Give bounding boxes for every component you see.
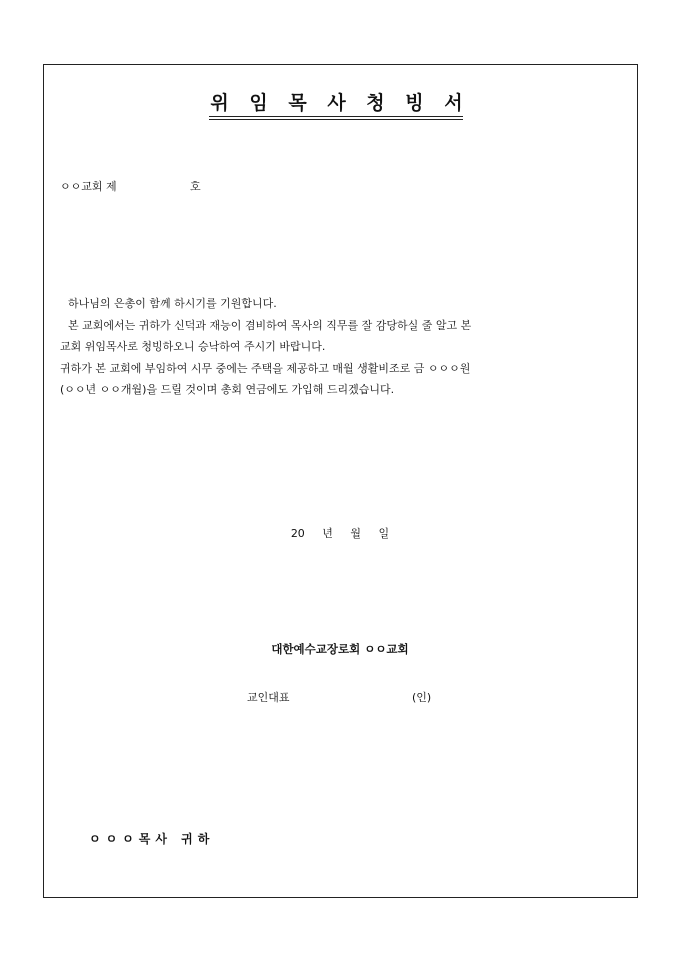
document-date: 20 년 월 일 bbox=[290, 527, 390, 540]
title-underline-bottom bbox=[209, 119, 463, 120]
document-number-prefix: ㅇㅇ교회 제 bbox=[60, 180, 117, 193]
body-line: 하나님의 은총이 함께 하시기를 기원합니다. bbox=[68, 297, 277, 310]
body-line: 본 교회에서는 귀하가 신덕과 재능이 겸비하여 목사의 직무를 잘 감당하실 줄 알고 본 bbox=[68, 318, 472, 332]
body-line: (ㅇㅇ년 ㅇㅇ개월)을 드릴 것이며 총회 연금에도 가입해 드리겠습니다. bbox=[60, 383, 395, 396]
representative-label: 교인대표 bbox=[247, 691, 290, 704]
body-line: 귀하가 본 교회에 부임하여 시무 중에는 주택을 제공하고 매월 생활비조로 금 ㅇㅇㅇ원 bbox=[60, 361, 471, 375]
seal-label: (인) bbox=[412, 691, 432, 704]
document-border bbox=[43, 64, 638, 898]
title-underline-top bbox=[209, 116, 463, 117]
body-line: 교회 위임목사로 청빙하오니 승낙하여 주시기 바랍니다. bbox=[60, 340, 326, 353]
document-number bbox=[60, 178, 201, 194]
letter-body bbox=[60, 293, 622, 401]
organization-name: 대한예수교장로회 ㅇㅇ교회 bbox=[271, 642, 409, 656]
addressee: ㅇㅇㅇ목사 귀하 bbox=[89, 832, 215, 846]
document-title: 위 임 목 사 청 빙 서 bbox=[210, 92, 470, 114]
document-number-suffix: 호 bbox=[190, 180, 201, 193]
